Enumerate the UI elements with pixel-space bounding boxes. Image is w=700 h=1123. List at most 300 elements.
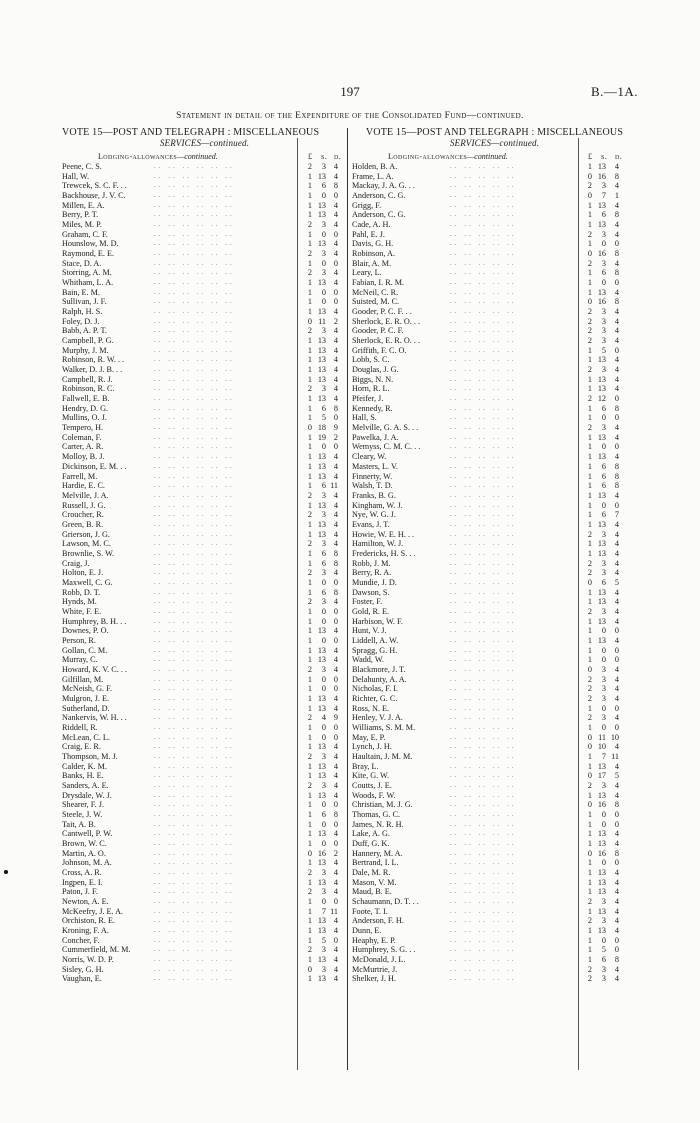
leader-dots: .. .. .. .. .. .. (154, 635, 235, 644)
payee-name: Gold, R. E. (352, 606, 390, 616)
leader-dots: .. .. .. .. .. (450, 326, 517, 335)
payee-name: Cleary, W. (352, 452, 387, 462)
amount-pence: 0 (614, 500, 619, 510)
amount-pounds: 1 (307, 200, 312, 210)
amount-pounds: 1 (587, 887, 592, 897)
amount-shillings: 3 (321, 945, 326, 955)
leader-dots: .. .. .. .. .. .. (154, 162, 235, 170)
allowance-row (352, 926, 637, 936)
amount-pounds: 1 (307, 645, 312, 655)
amount-shillings: 13 (317, 974, 326, 984)
payee-name: May, E. P. (352, 732, 386, 742)
amount-shillings: 6 (601, 510, 606, 520)
amount-pence: 0 (614, 239, 619, 249)
amount-pounds: 1 (307, 819, 312, 829)
payee-name: Kingham, W. J. (352, 500, 403, 510)
margin-mark (4, 870, 8, 874)
leader-dots: .. .. .. .. .. .. (154, 703, 235, 712)
allowance-row (352, 568, 637, 578)
amount-pence: 4 (333, 655, 338, 665)
amount-shillings: 13 (317, 374, 326, 384)
amount-pence: 4 (614, 742, 619, 752)
amount-shillings: 3 (321, 162, 326, 171)
amount-shillings: 13 (317, 278, 326, 288)
amount-shillings: 13 (317, 790, 326, 800)
amount-pounds: 1 (307, 877, 312, 887)
allowance-row (352, 742, 637, 752)
leader-dots: .. .. .. .. .. (450, 210, 517, 219)
amount-pence: 0 (333, 635, 338, 645)
amount-pounds: 0 (307, 316, 312, 326)
payee-name: Gilfillan, M. (62, 674, 104, 684)
leader-dots: .. .. .. .. .. (450, 403, 517, 412)
payee-name: Hunt, V. J. (352, 626, 387, 636)
amount-shillings: 3 (321, 220, 326, 230)
amount-pounds: 2 (587, 336, 592, 346)
payee-name: Mackay, J. A. G. . . (352, 181, 415, 191)
allowance-row (62, 462, 347, 472)
allowance-row (62, 675, 347, 685)
amount-pounds: 2 (587, 693, 592, 703)
leader-dots: .. .. .. .. .. (450, 887, 517, 896)
amount-pence: 4 (333, 887, 338, 897)
amount-pence: 4 (333, 858, 338, 868)
payee-name: Stace, D. A. (62, 258, 102, 268)
allowance-row (62, 481, 347, 491)
leader-dots: .. .. .. .. .. .. (154, 819, 235, 828)
amount-pence: 4 (614, 326, 619, 336)
allowance-row (62, 297, 347, 307)
amount-shillings: 13 (597, 355, 606, 365)
amount-shillings: 6 (321, 403, 326, 413)
amount-pence: 4 (614, 365, 619, 375)
allowance-row (62, 791, 347, 801)
allowance-row (62, 733, 347, 743)
amount-pence: 0 (333, 839, 338, 849)
amount-shillings: 0 (601, 810, 606, 820)
amount-shillings: 0 (601, 655, 606, 665)
allowance-row (62, 646, 347, 656)
amount-shillings: 13 (597, 539, 606, 549)
amount-pounds: 0 (587, 191, 592, 201)
amount-pounds: 0 (587, 577, 592, 587)
amount-pounds: 1 (587, 645, 592, 655)
payee-name: Maxwell, C. G. (62, 577, 113, 587)
amount-pounds: 1 (587, 587, 592, 597)
allowance-row (352, 365, 637, 375)
payee-name: Kite, G. W. (352, 771, 390, 781)
allowance-row (62, 878, 347, 888)
allowance-row (352, 510, 637, 520)
allowance-row (352, 636, 637, 646)
leader-dots: .. .. .. .. .. (450, 722, 517, 731)
amount-pounds: 1 (307, 394, 312, 404)
amount-shillings: 3 (321, 887, 326, 897)
amount-pence: 4 (333, 162, 338, 171)
leader-dots: .. .. .. .. .. .. (154, 839, 235, 848)
amount-shillings: 13 (317, 519, 326, 529)
payee-name: McNeish, G. F. (62, 684, 113, 694)
amount-pounds: 2 (587, 394, 592, 404)
amount-pence: 4 (333, 345, 338, 355)
payee-name: Hannery, M. A. (352, 848, 403, 858)
leader-dots: .. .. .. .. .. .. (154, 897, 235, 906)
payee-name: Nye, W. G. J. (352, 510, 396, 520)
leader-dots: .. .. .. .. .. (450, 635, 517, 644)
payee-name: Grierson, J. G. (62, 529, 110, 539)
allowance-row (62, 723, 347, 733)
allowance-row (62, 907, 347, 917)
leader-dots: .. .. .. .. .. (450, 287, 517, 296)
amount-shillings: 13 (597, 877, 606, 887)
amount-pounds: 1 (587, 858, 592, 868)
amount-pounds: 2 (587, 326, 592, 336)
payee-name: Cantwell, P. W. (62, 829, 113, 839)
leader-dots: .. .. .. .. .. .. (154, 964, 235, 973)
leader-dots: .. .. .. .. .. (450, 858, 517, 867)
leader-dots: .. .. .. .. .. (450, 684, 517, 693)
payee-name: Walker, D. J. B. . . (62, 365, 123, 375)
payee-name: Shearer, F. J. (62, 800, 104, 810)
payee-name: Foote, T. I. (352, 906, 388, 916)
amount-shillings: 0 (601, 239, 606, 249)
amount-pence: 0 (614, 278, 619, 288)
column-heading (352, 127, 637, 151)
amount-shillings: 13 (597, 597, 606, 607)
payee-name: McDonald, J. L. (352, 955, 406, 965)
amount-shillings: 12 (597, 394, 606, 404)
amount-shillings: 5 (321, 413, 326, 423)
leader-dots: .. .. .. .. .. .. (154, 413, 235, 422)
leader-dots: .. .. .. .. .. .. (154, 442, 235, 451)
payee-name: Grigg, F. (352, 200, 382, 210)
amount-pence: 9 (333, 713, 338, 723)
amount-shillings: 0 (601, 500, 606, 510)
amount-shillings: 13 (317, 655, 326, 665)
amount-pounds: 2 (587, 365, 592, 375)
amount-pounds: 1 (587, 819, 592, 829)
amount-pounds: 1 (307, 935, 312, 945)
amount-shillings: 13 (317, 693, 326, 703)
amount-pounds: 1 (307, 191, 312, 201)
leader-dots: .. .. .. .. .. (450, 500, 517, 509)
allowance-row (352, 530, 637, 540)
amount-pounds: 1 (587, 626, 592, 636)
leader-dots: .. .. .. .. .. .. (154, 664, 235, 673)
leader-dots: .. .. .. .. .. (450, 461, 517, 470)
allowance-row (62, 433, 347, 443)
leader-dots: .. .. .. .. .. .. (154, 191, 235, 200)
leader-dots: .. .. .. .. .. .. (154, 365, 235, 374)
amount-pounds: 1 (307, 616, 312, 626)
payee-name: Humphrey, S. G. . . (352, 945, 416, 955)
payee-name: Berry, P. T. (62, 210, 99, 220)
allowance-row (352, 936, 637, 946)
leader-dots: .. .. .. .. .. .. (154, 229, 235, 238)
amount-shillings: 3 (601, 606, 606, 616)
amount-pounds: 1 (307, 742, 312, 752)
allowance-row (62, 607, 347, 617)
amount-pence: 4 (333, 645, 338, 655)
amount-pence: 8 (333, 548, 338, 558)
amount-pence: 0 (333, 674, 338, 684)
amount-shillings: 3 (321, 751, 326, 761)
allowance-row (62, 375, 347, 385)
amount-pounds: 1 (587, 461, 592, 471)
payee-name: Gooder, P. C. F. (352, 326, 404, 336)
allowance-row (352, 355, 637, 365)
leader-dots: .. .. .. .. .. .. (154, 858, 235, 867)
allowance-row (62, 926, 347, 936)
amount-shillings: 13 (317, 926, 326, 936)
amount-pounds: 0 (587, 171, 592, 181)
leader-dots: .. .. .. .. .. (450, 916, 517, 925)
amount-pounds: 2 (307, 384, 312, 394)
leader-dots: .. .. .. .. .. (450, 790, 517, 799)
amount-shillings: 13 (317, 461, 326, 471)
amount-pence: 8 (614, 461, 619, 471)
amount-pounds: 1 (587, 635, 592, 645)
payee-name: Griffith, F. C. O. (352, 345, 407, 355)
allowance-row (62, 346, 347, 356)
payee-name: Hynds, M. (62, 597, 97, 607)
payee-name: Bray, L. (352, 761, 379, 771)
amount-shillings: 3 (321, 249, 326, 259)
amount-pence: 0 (333, 684, 338, 694)
amount-pounds: 2 (307, 713, 312, 723)
payee-name: Kroning, F. A. (62, 926, 109, 936)
payee-name: Craig, J. (62, 558, 90, 568)
payee-name: Holden, B. A. (352, 162, 398, 171)
leader-dots: .. .. .. .. .. (450, 258, 517, 267)
payee-name: Steele, J. W. (62, 810, 103, 820)
amount-pence: 0 (333, 935, 338, 945)
amount-shillings: 3 (321, 490, 326, 500)
lodging-subheading-text: Lodging-allowances (388, 152, 468, 161)
amount-pence: 4 (333, 771, 338, 781)
amount-shillings: 0 (601, 722, 606, 732)
amount-pence: 4 (614, 664, 619, 674)
payee-name: Thompson, M. J. (62, 751, 118, 761)
amount-pounds: 1 (307, 336, 312, 346)
leader-dots: .. .. .. .. .. (450, 819, 517, 828)
amount-shillings: 13 (597, 287, 606, 297)
amount-pounds: 1 (307, 519, 312, 529)
leader-dots: .. .. .. .. .. (450, 539, 517, 548)
payee-name: Robb, D. T. (62, 587, 101, 597)
amount-pounds: 2 (307, 326, 312, 336)
payee-name: Gooder, P. C. F. . . (352, 307, 412, 317)
payee-name: McKeefry, J. E. A. (62, 906, 124, 916)
amount-shillings: 13 (317, 877, 326, 887)
allowance-row (352, 278, 637, 288)
allowance-row (62, 201, 347, 211)
payee-name: Mullins, O. J. (62, 413, 107, 423)
amount-shillings: 13 (597, 519, 606, 529)
amount-pounds: 2 (307, 751, 312, 761)
amount-pence: 4 (614, 384, 619, 394)
allowance-row (352, 346, 637, 356)
leader-dots: .. .. .. .. .. .. (154, 432, 235, 441)
amount-pence: 8 (333, 587, 338, 597)
payee-name: Hamilton, W. J. (352, 539, 404, 549)
leader-dots: .. .. .. .. .. .. (154, 220, 235, 229)
payee-name: Riddell, R. (62, 722, 98, 732)
amount-pounds: 1 (307, 974, 312, 984)
payee-name: Dickinson, E. M. . . (62, 461, 127, 471)
payee-name: Lobb, S. C. (352, 355, 390, 365)
amount-pence: 4 (333, 239, 338, 249)
amount-shillings: 13 (597, 490, 606, 500)
payee-name: Foley, D. J. (62, 316, 100, 326)
amount-shillings: 16 (597, 800, 606, 810)
leader-dots: .. .. .. .. .. (450, 877, 517, 886)
pence-unit: d. (615, 152, 623, 161)
leader-dots: .. .. .. .. .. (450, 771, 517, 780)
payee-name: Sullivan, J. F. (62, 297, 107, 307)
page-number: 197 (340, 84, 360, 99)
pound-unit: £ (588, 152, 593, 161)
amount-pence: 4 (614, 713, 619, 723)
amount-pence: 4 (614, 374, 619, 384)
amount-pence: 4 (333, 945, 338, 955)
amount-pence: 4 (333, 220, 338, 230)
amount-shillings: 0 (321, 577, 326, 587)
amount-shillings: 13 (317, 858, 326, 868)
payee-name: James, N. R. H. (352, 819, 404, 829)
payee-name: Brownlie, S. W. (62, 548, 115, 558)
amount-pounds: 1 (587, 200, 592, 210)
payee-name: Lawson, M. C. (62, 539, 111, 549)
amount-pounds: 1 (587, 432, 592, 442)
leader-dots: .. .. .. .. .. .. (154, 781, 235, 789)
payee-name: Robinson, A. (352, 249, 395, 259)
allowance-row (352, 665, 637, 675)
amount-shillings: 13 (597, 839, 606, 849)
amount-shillings: 3 (601, 423, 606, 433)
allowance-row (352, 965, 637, 975)
amount-pounds: 0 (587, 800, 592, 810)
allowance-row (62, 491, 347, 501)
leader-dots: .. .. .. .. .. (450, 742, 517, 751)
amount-shillings: 7 (601, 191, 606, 201)
allowance-row (352, 646, 637, 656)
leader-dots: .. .. .. .. .. .. (154, 258, 235, 267)
leader-dots: .. .. .. .. .. .. (154, 945, 235, 954)
allowance-row (352, 413, 637, 423)
leader-dots: .. .. .. .. .. (450, 307, 517, 316)
amount-shillings: 13 (597, 548, 606, 558)
amount-pence: 7 (614, 510, 619, 520)
amount-shillings: 3 (321, 664, 326, 674)
amount-pence: 0 (333, 897, 338, 907)
payee-name: Green, B. R. (62, 519, 104, 529)
leader-dots: .. .. .. .. .. .. (154, 684, 235, 693)
amount-shillings: 3 (601, 558, 606, 568)
amount-shillings: 0 (321, 229, 326, 239)
amount-shillings: 13 (597, 790, 606, 800)
amount-shillings: 3 (601, 916, 606, 926)
payee-name: Bertrand, I. L. (352, 858, 399, 868)
amount-pence: 0 (333, 606, 338, 616)
amount-pounds: 1 (307, 926, 312, 936)
leader-dots: .. .. .. .. .. (450, 606, 517, 615)
amount-pounds: 2 (587, 423, 592, 433)
leader-dots: .. .. .. .. .. .. (154, 626, 235, 635)
leader-dots: .. .. .. .. .. .. (154, 423, 235, 432)
amount-shillings: 3 (601, 258, 606, 268)
amount-pounds: 1 (587, 413, 592, 423)
amount-pounds: 1 (587, 403, 592, 413)
payee-name: Sherlock, E. R. O. . . (352, 316, 420, 326)
amount-pounds: 1 (307, 365, 312, 375)
amount-pounds: 2 (587, 781, 592, 790)
leader-dots: .. .. .. .. .. (450, 945, 517, 954)
payee-name: Graham, C. F. (62, 229, 108, 239)
leader-dots: .. .. .. .. .. .. (154, 326, 235, 335)
allowance-row (352, 820, 637, 830)
leader-dots: .. .. .. .. .. (450, 239, 517, 248)
amount-pence: 4 (333, 200, 338, 210)
leader-dots: .. .. .. .. .. .. (154, 848, 235, 857)
leader-dots: .. .. .. .. .. (450, 626, 517, 635)
amount-pounds: 0 (307, 964, 312, 974)
amount-pence: 4 (614, 906, 619, 916)
amount-pence: 0 (614, 394, 619, 404)
amount-shillings: 3 (321, 964, 326, 974)
amount-shillings: 3 (601, 897, 606, 907)
payee-name: Heaphy, E. P. (352, 935, 396, 945)
payee-name: Calder, K. M. (62, 761, 107, 771)
allowance-row (352, 839, 637, 849)
amount-shillings: 0 (601, 935, 606, 945)
payee-name: Thomas, G. C. (352, 810, 400, 820)
amount-shillings: 6 (321, 587, 326, 597)
leader-dots: .. .. .. .. .. .. (154, 355, 235, 364)
amount-shillings: 13 (317, 452, 326, 462)
amount-pence: 4 (333, 490, 338, 500)
payee-name: McNeil, C. R. (352, 287, 399, 297)
allowance-row (62, 530, 347, 540)
allowance-row (62, 916, 347, 926)
leader-dots: .. .. .. .. .. .. (154, 732, 235, 741)
allowance-row (352, 559, 637, 569)
payee-name: Drysdale, W. J. (62, 790, 112, 800)
amount-shillings: 3 (321, 781, 326, 790)
amount-shillings: 3 (601, 326, 606, 336)
allowance-row (352, 694, 637, 704)
leader-dots: .. .. .. .. .. .. (154, 181, 235, 190)
payee-name: Lake, A. G. (352, 829, 390, 839)
amount-pence: 4 (614, 693, 619, 703)
payee-name: Croucher, R. (62, 510, 104, 520)
allowance-row (62, 472, 347, 482)
amount-pence: 4 (614, 529, 619, 539)
allowance-row (62, 578, 347, 588)
amount-shillings: 13 (317, 345, 326, 355)
amount-shillings: 0 (321, 287, 326, 297)
payee-name: Orchiston, R. E. (62, 916, 115, 926)
amount-pence: 4 (333, 626, 338, 636)
allowance-row (352, 858, 637, 868)
payee-name: Brown, W. C. (62, 839, 107, 849)
amount-shillings: 13 (317, 703, 326, 713)
leader-dots: .. .. .. .. .. (450, 839, 517, 848)
amount-shillings: 6 (601, 481, 606, 491)
payee-name: Dawson, S. (352, 587, 390, 597)
amount-pounds: 1 (307, 461, 312, 471)
allowance-row (62, 326, 347, 336)
